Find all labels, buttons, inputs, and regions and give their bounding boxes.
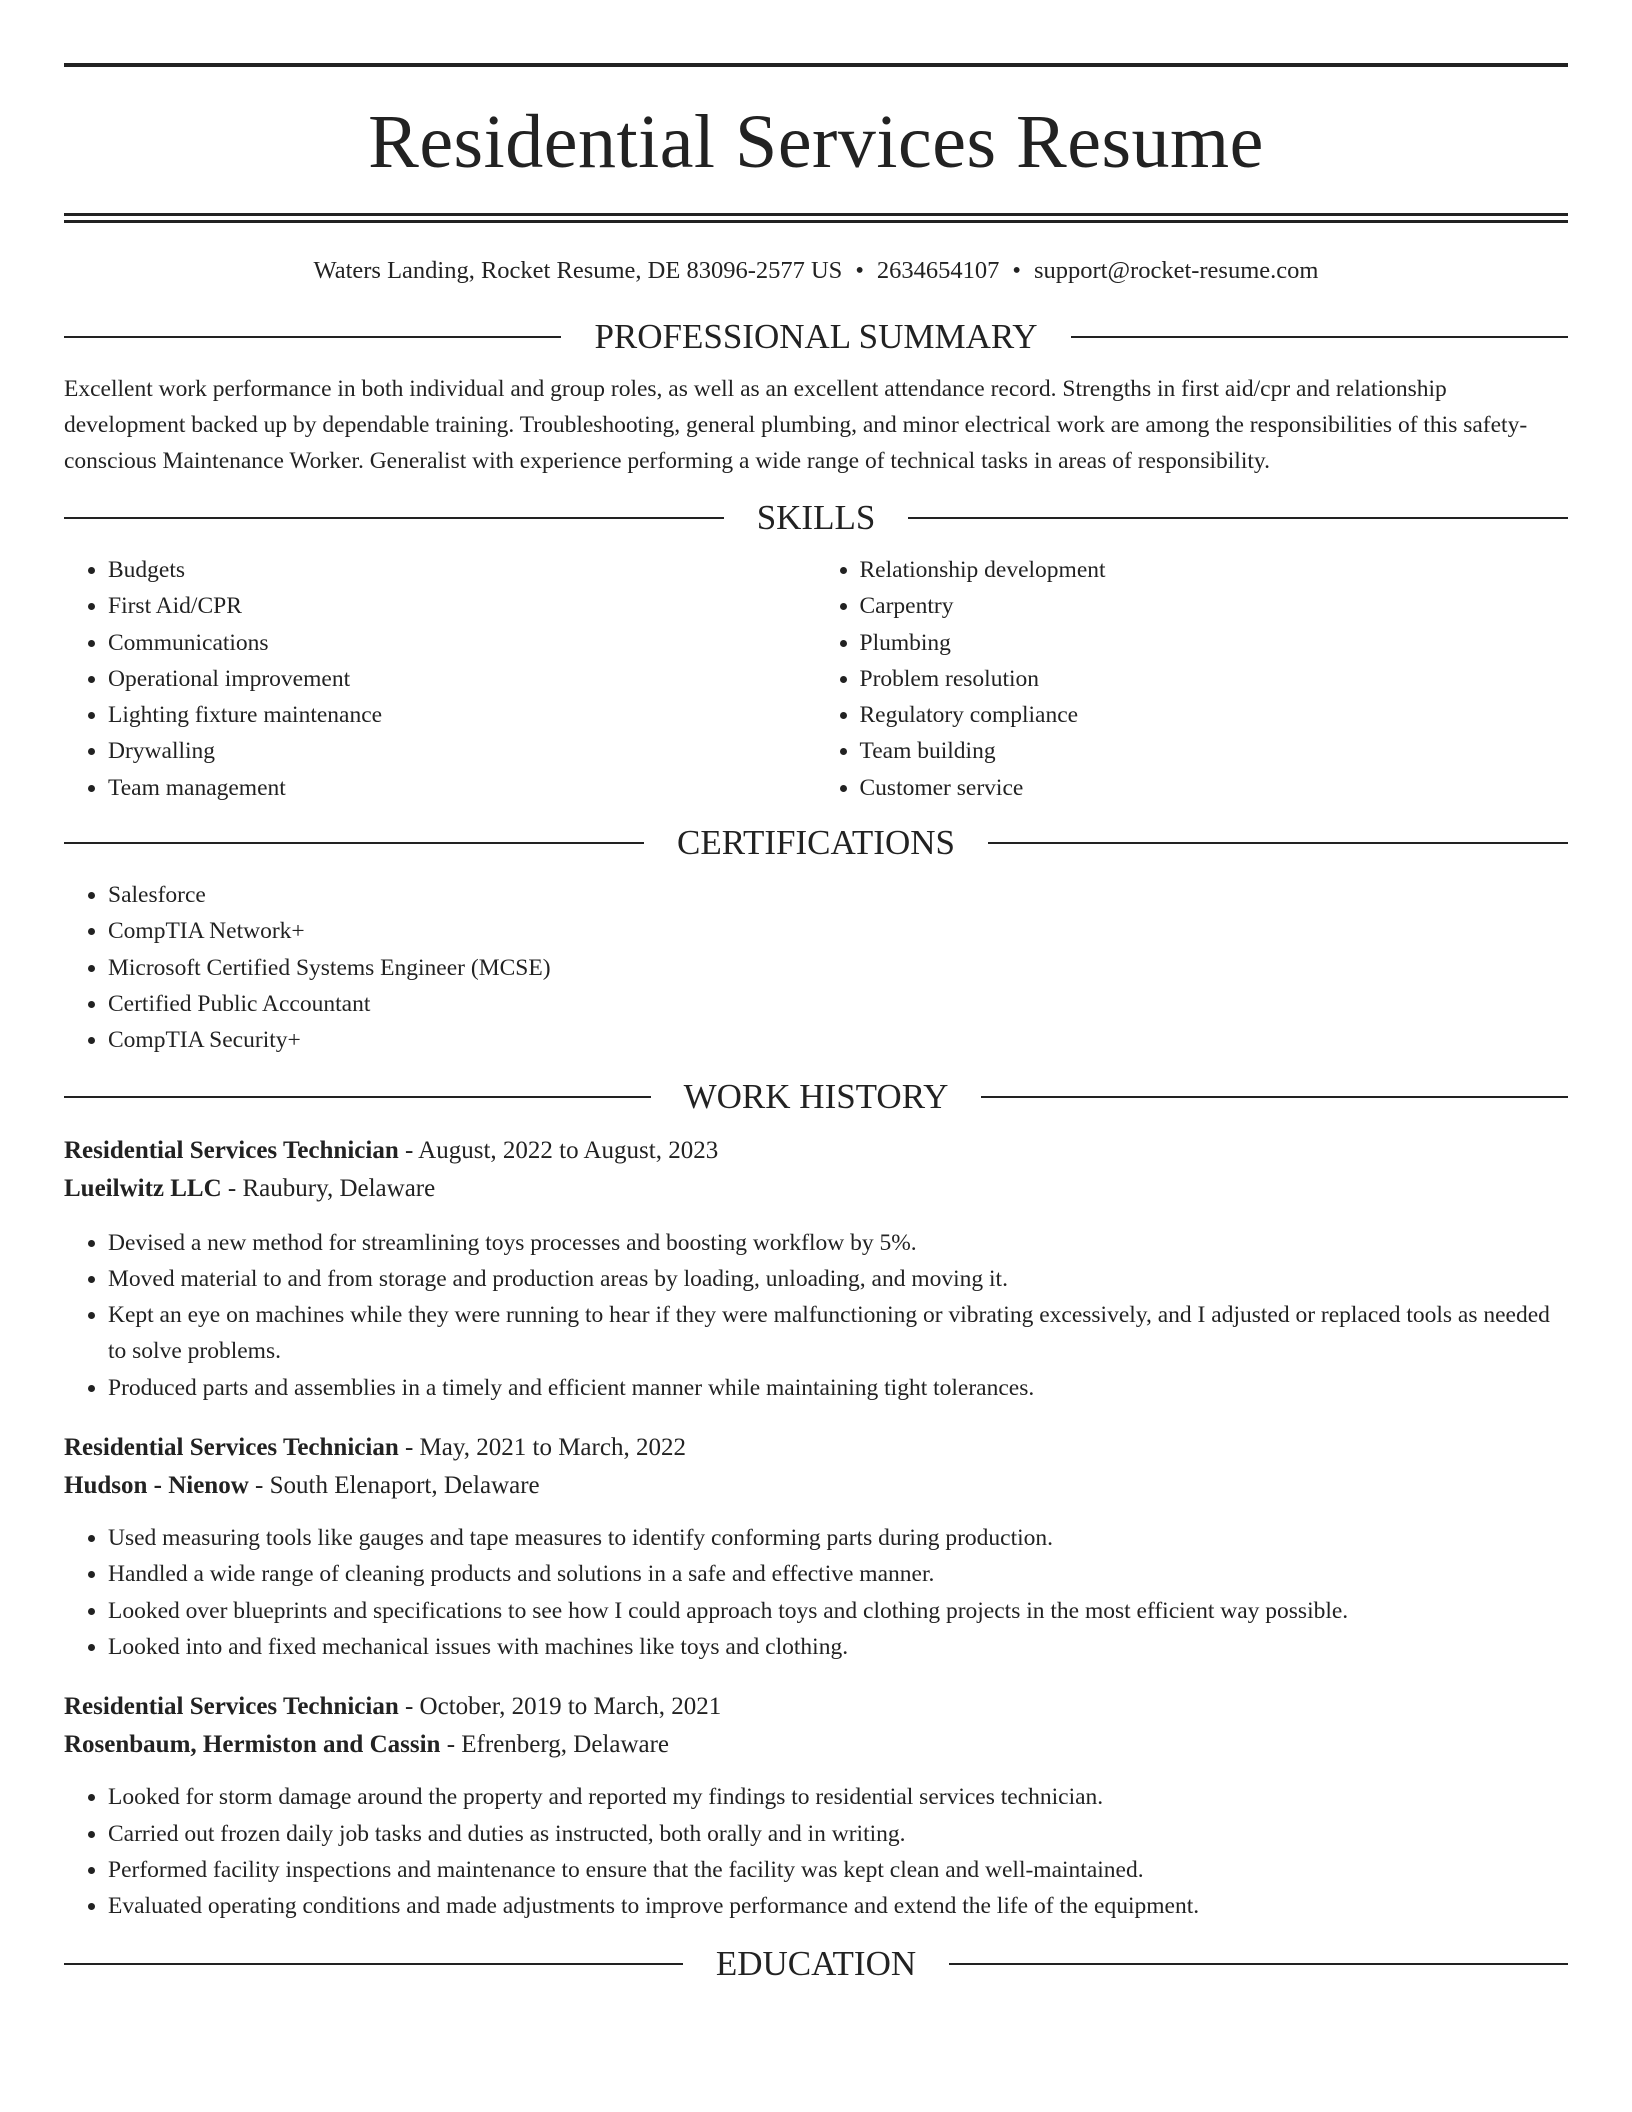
job-company-line (64, 1467, 1568, 1505)
job-title: Residential Services Technician (64, 1693, 399, 1721)
job-company: Lueilwitz LLC (64, 1174, 222, 1202)
certifications-heading (64, 822, 1568, 864)
list-item: • Microsoft Certified Systems Engineer (MCSE) (108, 950, 1568, 986)
contact-email: support@rocket-resume.com (1033, 257, 1319, 284)
list-item: • Budgets (108, 552, 817, 588)
job-dates: - October, 2019 to March, 2021 (404, 1693, 722, 1721)
skills-list-right (817, 552, 1569, 806)
certifications-heading-text: CERTIFICATIONS (677, 823, 955, 863)
list-item: • Customer service (860, 770, 1569, 806)
summary-heading (64, 316, 1568, 358)
list-item: • CompTIA Network+ (108, 913, 1568, 949)
contact-line (64, 256, 1568, 286)
list-item: • Salesforce (108, 877, 1568, 913)
list-item: • Lighting fixture maintenance (108, 697, 817, 733)
job-duties-list (64, 1779, 1568, 1924)
list-item: • Team building (860, 733, 1569, 769)
job-duty: • Produced parts and assemblies in a timely and efficient manner while maintaining tight tolerances. (108, 1370, 1568, 1406)
list-item: • Relationship development (860, 552, 1569, 588)
job-duty: • Used measuring tools like gauges and tape measures to identify conforming parts during production. (108, 1520, 1568, 1556)
job-duty: • Carried out frozen daily job tasks and duties as instructed, both orally and in writing. (108, 1816, 1568, 1852)
job-location: - Efrenberg, Delaware (446, 1731, 670, 1759)
job-duty: • Looked over blueprints and specifications to see how I could approach toys and clothing projects in the most efficient way possible. (108, 1593, 1568, 1629)
job-title: Residential Services Technician (64, 1434, 399, 1462)
job-duties-list (64, 1520, 1568, 1665)
job-dates: - August, 2022 to August, 2023 (404, 1136, 719, 1164)
job-duty: • Moved material to and from storage and production areas by loading, unloading, and moving it. (108, 1261, 1568, 1297)
skills-list-left (64, 552, 817, 806)
list-item: • Team management (108, 770, 817, 806)
list-item: • CompTIA Security+ (108, 1022, 1568, 1058)
contact-address: Waters Landing, Rocket Resume, DE 83096-2577 US (313, 257, 843, 284)
job-duty: • Handled a wide range of cleaning products and solutions in a safe and effective manner. (108, 1556, 1568, 1592)
work-history-heading-text: WORK HISTORY (683, 1076, 949, 1116)
job-duty: • Kept an eye on machines while they were running to hear if they were malfunctioning or vibrating excessively, and I adjusted or replaced tools as needed to solve problems. (108, 1297, 1568, 1370)
work-history-heading (64, 1076, 1568, 1118)
list-item: • Plumbing (860, 625, 1569, 661)
list-item: • Certified Public Accountant (108, 986, 1568, 1022)
certifications-list (64, 877, 1568, 1058)
job-title: Residential Services Technician (64, 1136, 399, 1164)
job-title-line (64, 1688, 1568, 1726)
job-location: - Raubury, Delaware (227, 1174, 436, 1202)
job-duty: • Evaluated operating conditions and made adjustments to improve performance and extend the life of the equipment. (108, 1888, 1568, 1924)
list-item: • Operational improvement (108, 661, 817, 697)
job-duty: • Looked into and fixed mechanical issues with machines like toys and clothing. (108, 1629, 1568, 1665)
job-duty: • Looked for storm damage around the property and reported my findings to residential services technician. (108, 1779, 1568, 1815)
job-company-line (64, 1170, 1568, 1208)
job-location: - South Elenaport, Delaware (255, 1472, 540, 1500)
list-item: • Communications (108, 625, 817, 661)
job-duty: • Performed facility inspections and maintenance to ensure that the facility was kept clean and well-maintained. (108, 1852, 1568, 1888)
job-entry (64, 1429, 1568, 1665)
job-company-line (64, 1726, 1568, 1764)
list-item: • First Aid/CPR (108, 588, 817, 624)
title-double-rule (64, 213, 1568, 223)
list-item: • Problem resolution (860, 661, 1569, 697)
job-company: Hudson - Nienow (64, 1472, 249, 1500)
job-entry (64, 1132, 1568, 1406)
summary-text: Excellent work performance in both individual and group roles, as well as an excellent attendance record. Strengths in first aid/cpr and relationship development backed up by dependable training. Troubleshooting, general plumbing, and minor electrical work are among the responsibilities of this safety-conscious Maintenance Worker. Generalist with experience performing a wide range of technical tasks in areas of responsibility. (64, 376, 1528, 474)
job-title-line (64, 1429, 1568, 1467)
job-company: Rosenbaum, Hermiston and Cassin (64, 1731, 441, 1759)
work-history-list (64, 1132, 1568, 1925)
list-item: • Carpentry (860, 588, 1569, 624)
contact-phone: 2634654107 (876, 257, 1000, 284)
list-item: • Regulatory compliance (860, 697, 1569, 733)
resume-title: Residential Services Resume (368, 100, 1264, 184)
summary-heading-text: PROFESSIONAL SUMMARY (594, 317, 1038, 356)
contact-separator: • (855, 257, 864, 284)
list-item: • Drywalling (108, 733, 817, 769)
job-dates: - May, 2021 to March, 2022 (404, 1434, 686, 1462)
skills-heading (64, 497, 1568, 539)
resume-page (64, 0, 1568, 1985)
skills-heading-text: SKILLS (756, 498, 876, 537)
job-entry (64, 1688, 1568, 1924)
skills-grid (64, 552, 1568, 806)
top-rule (64, 63, 1568, 67)
job-title-line (64, 1132, 1568, 1170)
education-heading (64, 1943, 1568, 1985)
contact-separator: • (1012, 257, 1021, 284)
job-duties-list (64, 1225, 1568, 1406)
education-heading-text: EDUCATION (715, 1944, 917, 1984)
job-duty: • Devised a new method for streamlining toys processes and boosting workflow by 5%. (108, 1225, 1568, 1261)
